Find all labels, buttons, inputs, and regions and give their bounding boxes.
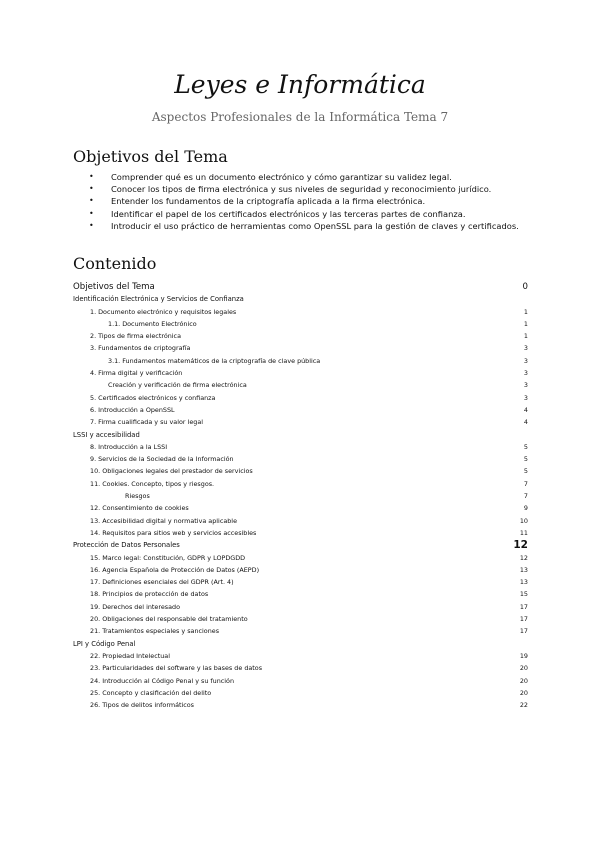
toc-entry[interactable]: Creación y verificación de firma electrónica 3 <box>108 381 528 390</box>
objective-item: • Entender los fundamentos de la criptografía aplicada a la firma electrónica. <box>89 196 426 207</box>
toc-entry[interactable]: 26. Tipos de delitos informáticos 22 <box>90 701 528 710</box>
objective-item: • Introducir el uso práctico de herramientas como OpenSSL para la gestión de claves y certificados. <box>89 220 519 231</box>
toc-entry[interactable]: 15. Marco legal: Constitución, GDPR y LOPDGDD 12 <box>90 553 528 562</box>
toc-entry[interactable]: 22. Propiedad Intelectual 19 <box>90 651 528 660</box>
toc-entry[interactable]: 2. Tipos de firma electrónica 1 <box>90 332 528 341</box>
toc-entry[interactable]: 12. Consentimiento de cookies 9 <box>90 504 528 513</box>
toc-entry[interactable]: Riesgos 7 <box>125 492 528 501</box>
bullet-icon: • <box>89 220 94 230</box>
objectives-heading: Objetivos del Tema <box>73 147 228 166</box>
toc-entry[interactable]: 19. Derechos del interesado 17 <box>90 602 528 611</box>
objective-item: • Comprender qué es un documento electrónico y cómo garantizar su validez legal. <box>89 172 452 182</box>
toc-entry[interactable]: 21. Tratamientos especiales y sanciones 17 <box>90 627 528 636</box>
toc-section[interactable]: LSSI y accesibilidad <box>73 430 140 439</box>
toc-entry[interactable]: 1. Documento electrónico y requisitos legales 1 <box>90 307 528 316</box>
toc-entry[interactable]: 13. Accesibilidad digital y normativa aplicable 10 <box>90 516 528 525</box>
toc-heading: Contenido <box>73 254 157 273</box>
bullet-icon: • <box>89 172 94 181</box>
toc-entry[interactable]: 3.1. Fundamentos matemáticos de la criptografía de clave pública 3 <box>108 356 528 365</box>
toc-entry[interactable]: 7. Firma cualificada y su valor legal 4 <box>90 418 528 427</box>
toc-entry[interactable]: 17. Definiciones esenciales del GDPR (Art. 4) 13 <box>90 578 528 587</box>
toc-entry[interactable]: 3. Fundamentos de criptografía 3 <box>90 344 528 353</box>
toc-entry[interactable]: Objetivos del Tema 0 <box>73 282 528 292</box>
bullet-icon: • <box>89 196 94 206</box>
toc-entry[interactable]: 16. Agencia Española de Protección de Datos (AEPD) 13 <box>90 565 528 574</box>
objectives-list <box>73 171 533 232</box>
toc-entry[interactable]: 20. Obligaciones del responsable del tratamiento 17 <box>90 615 528 624</box>
toc-entry[interactable]: 11. Cookies. Concepto, tipos y riesgos. 7 <box>90 479 528 488</box>
toc-entry[interactable]: 8. Introducción a la LSSI 5 <box>90 442 528 451</box>
toc-entry[interactable]: 25. Concepto y clasificación del delito 20 <box>90 688 528 697</box>
toc-section[interactable]: LPI y Código Penal <box>73 639 136 648</box>
toc-entry[interactable]: 23. Particularidades del software y las bases de datos 20 <box>90 664 528 673</box>
toc-entry[interactable]: 1.1. Documento Electrónico 1 <box>108 319 528 328</box>
toc-entry[interactable]: 9. Servicios de la Sociedad de la Información 5 <box>90 455 528 464</box>
objective-item: • Identificar el papel de los certificados electrónicos y las terceras partes de confianza. <box>89 208 466 219</box>
toc-entry[interactable]: 18. Principios de protección de datos 15 <box>90 590 528 599</box>
table-of-contents <box>73 281 528 711</box>
toc-entry[interactable]: 5. Certificados electrónicos y confianza 3 <box>90 393 528 402</box>
toc-entry[interactable]: 10. Obligaciones legales del prestador de servicios 5 <box>90 467 528 476</box>
toc-entry[interactable]: 6. Introducción a OpenSSL 4 <box>90 405 528 414</box>
bullet-icon: • <box>89 208 94 218</box>
toc-entry[interactable]: 24. Introducción al Código Penal y su función 20 <box>90 676 528 685</box>
toc-section[interactable]: Identificación Electrónica y Servicios de Confianza <box>73 295 244 304</box>
objective-item: • Conocer los tipos de firma electrónica y sus niveles de seguridad y reconocimiento jurídico. <box>89 184 492 195</box>
bullet-icon: • <box>89 184 94 194</box>
toc-entry[interactable]: 4. Firma digital y verificación 3 <box>90 369 528 378</box>
document-subtitle: Aspectos Profesionales de la Informática Tema 7 <box>151 110 449 124</box>
document-title: Leyes e Informática <box>174 70 426 99</box>
toc-section[interactable]: Protección de Datos Personales 12 <box>73 539 528 552</box>
toc-entry[interactable]: 14. Requisitos para sitios web y servicios accesibles 11 <box>90 528 528 537</box>
